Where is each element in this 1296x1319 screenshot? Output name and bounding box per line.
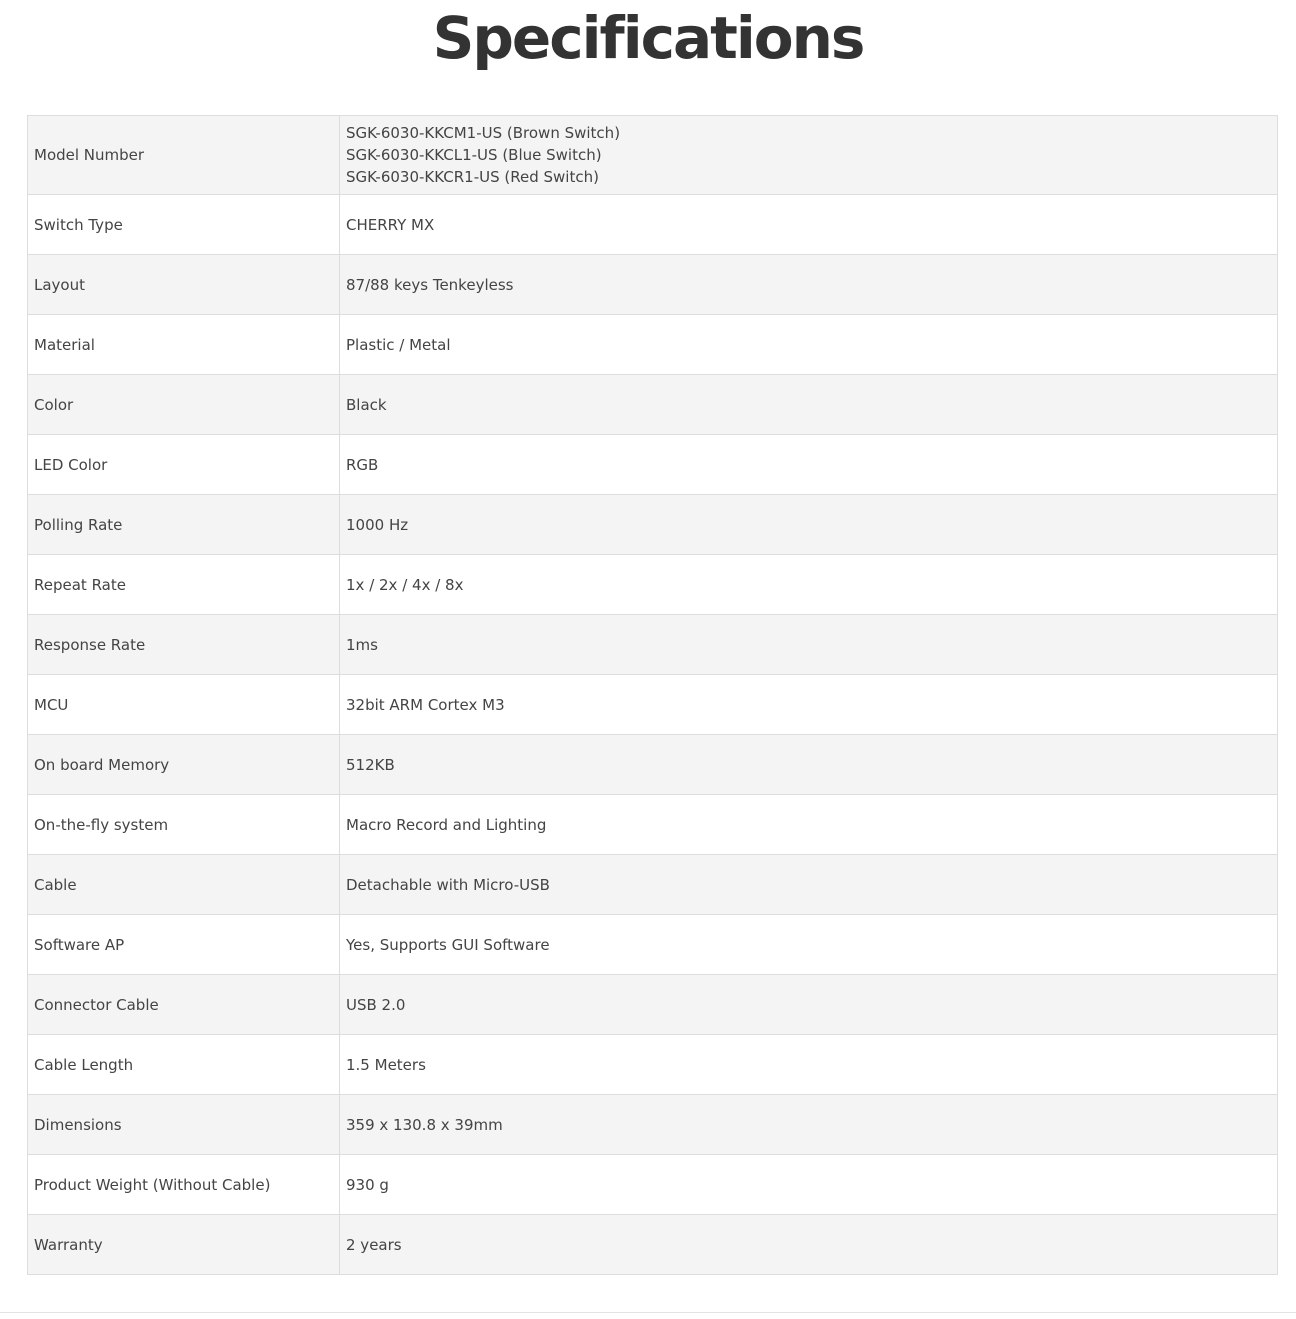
spec-value xyxy=(340,1095,1278,1155)
spec-value-line: 32bit ARM Cortex M3 xyxy=(346,695,505,714)
spec-label: Warranty xyxy=(28,1215,340,1275)
spec-value-line: 1ms xyxy=(346,635,378,654)
spec-label: Connector Cable xyxy=(28,975,340,1035)
spec-label: Product Weight (Without Cable) xyxy=(28,1155,340,1215)
spec-label: Repeat Rate xyxy=(28,555,340,615)
spec-value-line: Yes, Supports GUI Software xyxy=(346,935,550,954)
spec-value-line: RGB xyxy=(346,455,379,474)
spec-label: Polling Rate xyxy=(28,495,340,555)
spec-row xyxy=(28,915,1278,975)
spec-label: Color xyxy=(28,375,340,435)
spec-value xyxy=(340,315,1278,375)
spec-label: Cable Length xyxy=(28,1035,340,1095)
spec-label: Model Number xyxy=(28,116,340,195)
spec-label: Dimensions xyxy=(28,1095,340,1155)
spec-value-line: SGK-6030-KKCL1-US (Blue Switch) xyxy=(346,146,602,164)
spec-row xyxy=(28,255,1278,315)
spec-value-line: 930 g xyxy=(346,1175,389,1194)
spec-row xyxy=(28,855,1278,915)
spec-value-line: 87/88 keys Tenkeyless xyxy=(346,275,514,294)
spec-value-line: SGK-6030-KKCR1-US (Red Switch) xyxy=(346,168,599,186)
spec-label: On board Memory xyxy=(28,735,340,795)
spec-value xyxy=(340,116,1278,195)
spec-row xyxy=(28,116,1278,195)
spec-value-line: SGK-6030-KKCM1-US (Brown Switch) xyxy=(346,124,621,142)
spec-row xyxy=(28,495,1278,555)
spec-row xyxy=(28,615,1278,675)
spec-row xyxy=(28,1035,1278,1095)
spec-row xyxy=(28,1095,1278,1155)
spec-value xyxy=(340,1215,1278,1275)
spec-row xyxy=(28,1215,1278,1275)
spec-label: Material xyxy=(28,315,340,375)
spec-row xyxy=(28,375,1278,435)
spec-table-body xyxy=(28,116,1278,1275)
spec-value-line: Plastic / Metal xyxy=(346,335,451,354)
spec-label: Cable xyxy=(28,855,340,915)
spec-value-line: Detachable with Micro-USB xyxy=(346,875,550,894)
spec-row xyxy=(28,795,1278,855)
spec-row xyxy=(28,315,1278,375)
spec-value-line: 2 years xyxy=(346,1235,402,1254)
spec-row xyxy=(28,975,1278,1035)
spec-value-line: Macro Record and Lighting xyxy=(346,815,547,834)
spec-value xyxy=(340,1155,1278,1215)
spec-row xyxy=(28,735,1278,795)
spec-value xyxy=(340,195,1278,255)
spec-value xyxy=(340,1035,1278,1095)
spec-value-line: 1.5 Meters xyxy=(346,1055,426,1074)
spec-value xyxy=(340,375,1278,435)
spec-table xyxy=(27,115,1278,1275)
spec-value-line: 359 x 130.8 x 39mm xyxy=(346,1115,503,1134)
spec-label: Response Rate xyxy=(28,615,340,675)
spec-label: Switch Type xyxy=(28,195,340,255)
spec-label: On-the-fly system xyxy=(28,795,340,855)
spec-value xyxy=(340,615,1278,675)
spec-label: LED Color xyxy=(28,435,340,495)
spec-label: MCU xyxy=(28,675,340,735)
spec-row xyxy=(28,675,1278,735)
spec-value-line: Black xyxy=(346,395,387,414)
spec-value xyxy=(340,735,1278,795)
spec-label: Layout xyxy=(28,255,340,315)
spec-value xyxy=(340,495,1278,555)
spec-value xyxy=(340,975,1278,1035)
spec-row xyxy=(28,555,1278,615)
spec-value-line: 512KB xyxy=(346,755,395,774)
spec-value-line: USB 2.0 xyxy=(346,995,406,1014)
spec-value-line: CHERRY MX xyxy=(346,215,435,234)
spec-value xyxy=(340,795,1278,855)
spec-row xyxy=(28,435,1278,495)
spec-value xyxy=(340,255,1278,315)
spec-value xyxy=(340,915,1278,975)
spec-value xyxy=(340,555,1278,615)
spec-row xyxy=(28,1155,1278,1215)
spec-label: Software AP xyxy=(28,915,340,975)
spec-value-line: 1x / 2x / 4x / 8x xyxy=(346,575,464,594)
spec-value xyxy=(340,675,1278,735)
spec-value xyxy=(340,855,1278,915)
footer-divider xyxy=(0,1312,1296,1313)
spec-value-line: 1000 Hz xyxy=(346,515,409,534)
spec-row xyxy=(28,195,1278,255)
spec-value xyxy=(340,435,1278,495)
page-title: Specifications xyxy=(432,4,864,72)
